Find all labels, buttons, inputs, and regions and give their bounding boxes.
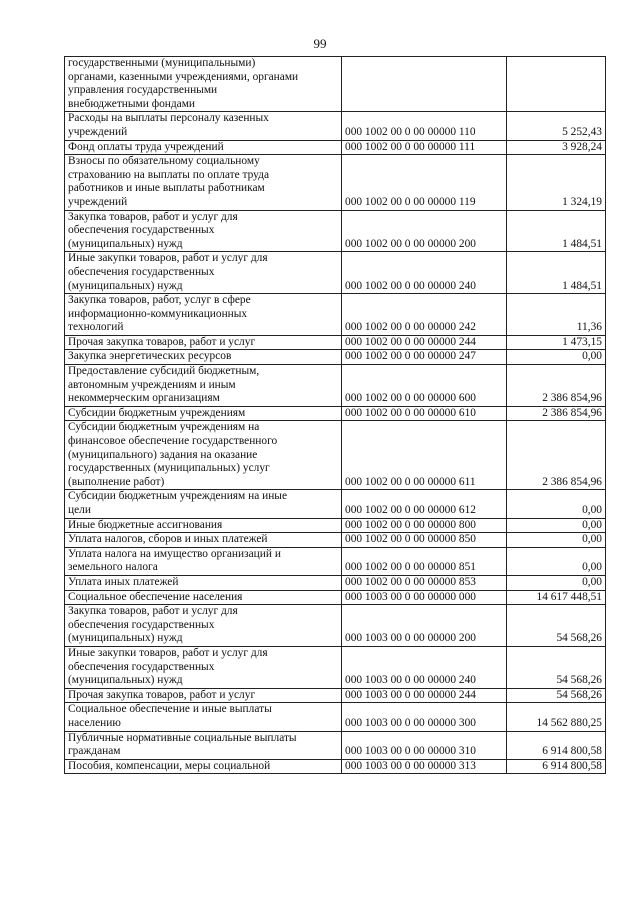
expense-item-name-line: управления государственными: [68, 84, 218, 97]
amount-value: 0,00: [507, 490, 606, 518]
expense-item-name-line: (выполнение работ): [68, 475, 165, 488]
table-row: [65, 140, 606, 155]
expense-item-name-line: органами, казенными учреждениями, органами: [68, 70, 299, 83]
table-row: [65, 210, 606, 252]
expense-item-name-line: (муниципальных) нужд: [68, 632, 183, 645]
amount-value: [507, 57, 606, 112]
amount-value: 0,00: [507, 518, 606, 533]
budget-classification-code: 000 1002 00 0 00 00000 200: [342, 210, 507, 252]
expense-item-name-line: Социальное обеспечение населения: [68, 590, 243, 603]
expense-item-name-line: гражданам: [68, 745, 121, 758]
budget-classification-code: 000 1003 00 0 00 00000 240: [342, 646, 507, 688]
budget-classification-code: 000 1002 00 0 00 00000 240: [342, 252, 507, 294]
table-row: [65, 365, 606, 407]
expense-item-name-line: финансовое обеспечение государственного: [68, 435, 278, 448]
expense-item-name-line: автономным учреждениям и иным: [68, 378, 236, 391]
expense-item-name-line: Прочая закупка товаров, работ и услуг: [68, 688, 256, 701]
amount-value: 1 324,19: [507, 155, 606, 210]
table-row: [65, 547, 606, 575]
expense-item-name: [65, 703, 342, 731]
amount-value: 0,00: [507, 547, 606, 575]
budget-classification-code: 000 1002 00 0 00 00000 853: [342, 575, 507, 590]
expense-item-name-line: Иные закупки товаров, работ и услуг для: [68, 646, 268, 659]
table-row: [65, 759, 606, 774]
amount-value: 0,00: [507, 533, 606, 548]
expense-item-name-line: Социальное обеспечение и иные выплаты: [68, 703, 272, 716]
expense-item-name-line: технологий: [68, 321, 124, 334]
table-row: [65, 350, 606, 365]
table-row: [65, 731, 606, 759]
expense-item-name-line: Закупка товаров, работ и услуг для: [68, 605, 238, 618]
expense-item-name: [65, 759, 342, 774]
expense-item-name: [65, 547, 342, 575]
expense-item-name-line: некоммерческим организациям: [68, 392, 220, 405]
table-row: [65, 421, 606, 490]
expense-item-name: [65, 605, 342, 647]
expense-item-name: [65, 57, 342, 112]
expense-item-name: [65, 533, 342, 548]
table-row: [65, 57, 606, 112]
amount-value: 1 484,51: [507, 210, 606, 252]
budget-classification-code: 000 1002 00 0 00 00000 111: [342, 140, 507, 155]
expense-item-name-line: Уплата налога на имущество организаций и: [68, 547, 281, 560]
table-row: [65, 252, 606, 294]
expense-item-name: [65, 731, 342, 759]
budget-classification-code: 000 1003 00 0 00 00000 300: [342, 703, 507, 731]
expense-item-name-line: Закупка товаров, работ, услуг в сфере: [68, 294, 251, 307]
budget-classification-code: 000 1003 00 0 00 00000 313: [342, 759, 507, 774]
amount-value: 5 252,43: [507, 112, 606, 140]
table-row: [65, 575, 606, 590]
expense-item-name-line: обеспечения государственных: [68, 224, 215, 237]
budget-classification-code: 000 1002 00 0 00 00000 612: [342, 490, 507, 518]
expense-item-name-line: учреждений: [68, 195, 128, 208]
expense-item-name: [65, 421, 342, 490]
expense-item-name: [65, 155, 342, 210]
expense-item-name-line: земельного налога: [68, 561, 158, 574]
expense-item-name-line: (муниципальных) нужд: [68, 237, 183, 250]
expense-item-name: [65, 112, 342, 140]
budget-classification-code: 000 1003 00 0 00 00000 310: [342, 731, 507, 759]
expense-item-name: [65, 335, 342, 350]
amount-value: 2 386 854,96: [507, 421, 606, 490]
budget-expenditure-table: [64, 56, 606, 774]
table-row: [65, 335, 606, 350]
budget-classification-code: 000 1003 00 0 00 00000 200: [342, 605, 507, 647]
amount-value: 54 568,26: [507, 605, 606, 647]
table-row: [65, 605, 606, 647]
amount-value: 1 484,51: [507, 252, 606, 294]
amount-value: 2 386 854,96: [507, 365, 606, 407]
expense-item-name: [65, 210, 342, 252]
amount-value: 1 473,15: [507, 335, 606, 350]
expense-item-name: [65, 590, 342, 605]
expense-item-name-line: обеспечения государственных: [68, 618, 215, 631]
table-row: [65, 155, 606, 210]
budget-classification-code: [342, 57, 507, 112]
expense-item-name: [65, 140, 342, 155]
budget-classification-code: 000 1002 00 0 00 00000 610: [342, 406, 507, 421]
expense-item-name-line: Иные закупки товаров, работ и услуг для: [68, 252, 268, 265]
expense-item-name-line: информационно-коммуникационных: [68, 307, 248, 320]
amount-value: 2 386 854,96: [507, 406, 606, 421]
expense-item-name-line: государственных (муниципальных) услуг: [68, 462, 270, 475]
table-row: [65, 533, 606, 548]
expense-item-name: [65, 688, 342, 703]
budget-classification-code: 000 1003 00 0 00 00000 244: [342, 688, 507, 703]
expense-item-name-line: Субсидии бюджетным учреждениям: [68, 406, 246, 419]
expense-item-name-line: (муниципальных) нужд: [68, 279, 183, 292]
table-body: [65, 57, 606, 774]
amount-value: 3 928,24: [507, 140, 606, 155]
expense-item-name-line: Фонд оплаты труда учреждений: [68, 140, 224, 153]
budget-classification-code: 000 1002 00 0 00 00000 247: [342, 350, 507, 365]
budget-classification-code: 000 1002 00 0 00 00000 800: [342, 518, 507, 533]
expense-item-name-line: обеспечения государственных: [68, 265, 215, 278]
expense-item-name-line: Уплата иных платежей: [68, 575, 179, 588]
expense-item-name-line: Прочая закупка товаров, работ и услуг: [68, 335, 256, 348]
expense-item-name: [65, 518, 342, 533]
expense-item-name-line: (муниципальных) нужд: [68, 674, 183, 687]
budget-classification-code: 000 1002 00 0 00 00000 850: [342, 533, 507, 548]
expense-item-name-line: Иные бюджетные ассигнования: [68, 518, 223, 531]
amount-value: 0,00: [507, 350, 606, 365]
amount-value: 0,00: [507, 575, 606, 590]
amount-value: 54 568,26: [507, 646, 606, 688]
expense-item-name-line: Пособия, компенсации, меры социальной: [68, 759, 271, 772]
expense-item-name: [65, 406, 342, 421]
expense-item-name-line: страхованию на выплаты по оплате труда: [68, 168, 270, 181]
budget-classification-code: 000 1003 00 0 00 00000 000: [342, 590, 507, 605]
table-row: [65, 112, 606, 140]
expense-item-name-line: учреждений: [68, 125, 128, 138]
expense-item-name-line: государственными (муниципальными): [68, 57, 256, 69]
expense-item-name: [65, 252, 342, 294]
amount-value: 6 914 800,58: [507, 759, 606, 774]
table-row: [65, 646, 606, 688]
expense-item-name: [65, 646, 342, 688]
expense-item-name: [65, 490, 342, 518]
expense-item-name: [65, 575, 342, 590]
expense-item-name: [65, 365, 342, 407]
expense-item-name-line: Взносы по обязательному социальному: [68, 155, 260, 168]
page-number: 99: [313, 36, 327, 51]
expense-item-name-line: Расходы на выплаты персоналу казенных: [68, 112, 269, 125]
budget-classification-code: 000 1002 00 0 00 00000 110: [342, 112, 507, 140]
expense-item-name-line: Субсидии бюджетным учреждениям на иные: [68, 490, 288, 503]
table-row: [65, 490, 606, 518]
expense-item-name-line: (муниципального) задания на оказание: [68, 448, 258, 461]
expense-item-name-line: населению: [68, 716, 121, 729]
expense-item-name-line: Закупка товаров, работ и услуг для: [68, 210, 238, 223]
amount-value: 11,36: [507, 294, 606, 336]
expense-item-name: [65, 350, 342, 365]
table-row: [65, 518, 606, 533]
amount-value: 14 617 448,51: [507, 590, 606, 605]
budget-classification-code: 000 1002 00 0 00 00000 242: [342, 294, 507, 336]
budget-classification-code: 000 1002 00 0 00 00000 244: [342, 335, 507, 350]
expense-item-name-line: Закупка энергетических ресурсов: [68, 350, 232, 363]
table-row: [65, 406, 606, 421]
budget-classification-code: 000 1002 00 0 00 00000 600: [342, 365, 507, 407]
budget-classification-code: 000 1002 00 0 00 00000 851: [342, 547, 507, 575]
budget-classification-code: 000 1002 00 0 00 00000 119: [342, 155, 507, 210]
table-row: [65, 590, 606, 605]
table-row: [65, 688, 606, 703]
expense-item-name-line: внебюджетными фондами: [68, 97, 196, 110]
budget-classification-code: 000 1002 00 0 00 00000 611: [342, 421, 507, 490]
expense-item-name-line: цели: [68, 504, 91, 516]
table-row: [65, 703, 606, 731]
expense-item-name-line: работников и иные выплаты работникам: [68, 182, 265, 195]
expense-item-name: [65, 294, 342, 336]
table-row: [65, 294, 606, 336]
expense-item-name-line: Уплата налогов, сборов и иных платежей: [68, 533, 268, 546]
amount-value: 6 914 800,58: [507, 731, 606, 759]
amount-value: 54 568,26: [507, 688, 606, 703]
expense-item-name-line: Публичные нормативные социальные выплаты: [68, 731, 297, 744]
expense-item-name-line: обеспечения государственных: [68, 660, 215, 673]
expense-item-name-line: Предоставление субсидий бюджетным,: [68, 365, 260, 378]
expense-item-name-line: Субсидии бюджетным учреждениям на: [68, 421, 260, 434]
amount-value: 14 562 880,25: [507, 703, 606, 731]
